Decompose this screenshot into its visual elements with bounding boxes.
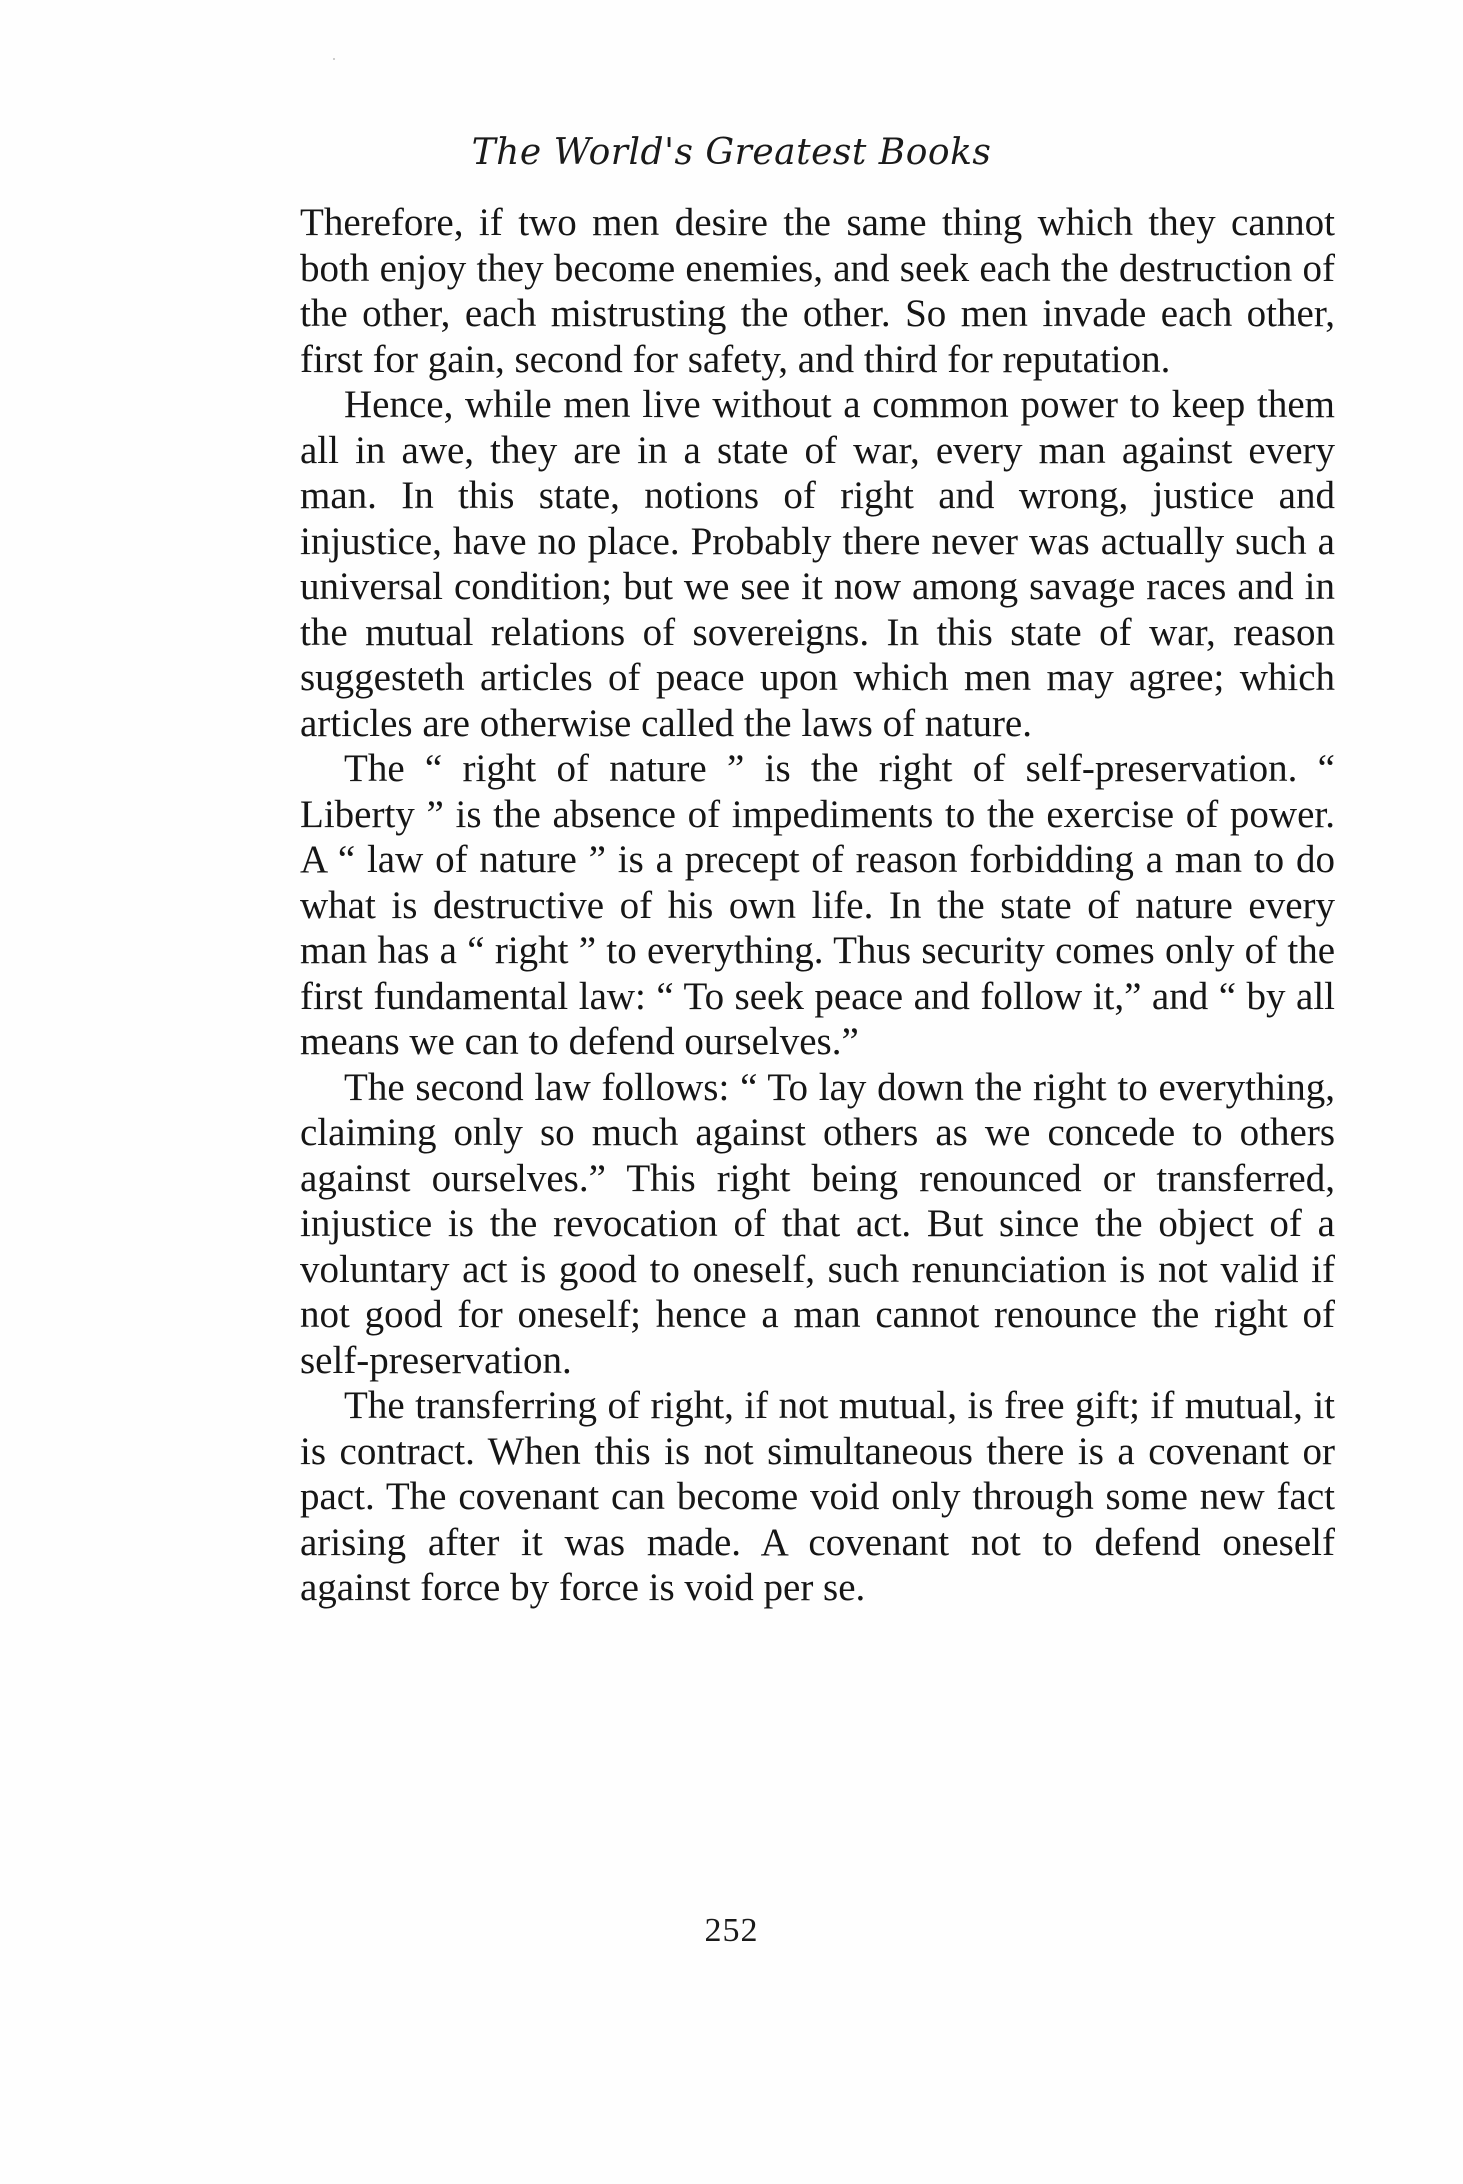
running-title: The World's Greatest Books (471, 132, 992, 173)
page-number: 252 (704, 1912, 759, 1949)
paragraph-4: The second law follows: “ To lay down the right to everything, claiming only so much against others as we concede to others against ourselves.” This right being renounced or transferred, injustice is the revocation of that act. But since the object of a voluntary act is good to oneself, such renunciation is not valid if not good for oneself; hence a man cannot renounce the right of self-preservation. (300, 1065, 1335, 1382)
paragraph-2: Hence, while men live without a common power to keep them all in awe, they are in a state of war, every man against every man. In this state, notions of right and wrong, justice and injustice, have no place. Probably there never was actually such a universal condition; but we see it now among savage races and in the mutual relations of sovereigns. In this state of war, reason suggesteth articles of peace upon which men may agree; which articles are otherwise called the laws of nature. (300, 383, 1335, 745)
paper-speck (333, 58, 335, 60)
body-text (300, 200, 1335, 1611)
paragraph-3: The “ right of nature ” is the right of self-preservation. “ Liberty ” is the absence of impediments to the exercise of power. A “ law of nature ” is a precept of reason forbidding a man to do what is destructive of his own life. In the state of nature every man has a “ right ” to everything. Thus security comes only of the first fundamental law: “ To seek peace and follow it,” and “ by all means we can to defend ourselves.” (300, 747, 1335, 1063)
paragraph-5: The transferring of right, if not mutual, is free gift; if mutual, it is contract. When this is not simultaneous there is a covenant or pact. The covenant can become void only through some new fact arising after it was made. A covenant not to defend oneself against force by force is void per se. (300, 1384, 1335, 1609)
paragraph-1: Therefore, if two men desire the same thing which they cannot both enjoy they become enemies, and seek each the destruction of the other, each mistrusting the other. So men invade each other, first for gain, second for safety, and third for reputation. (300, 201, 1335, 381)
